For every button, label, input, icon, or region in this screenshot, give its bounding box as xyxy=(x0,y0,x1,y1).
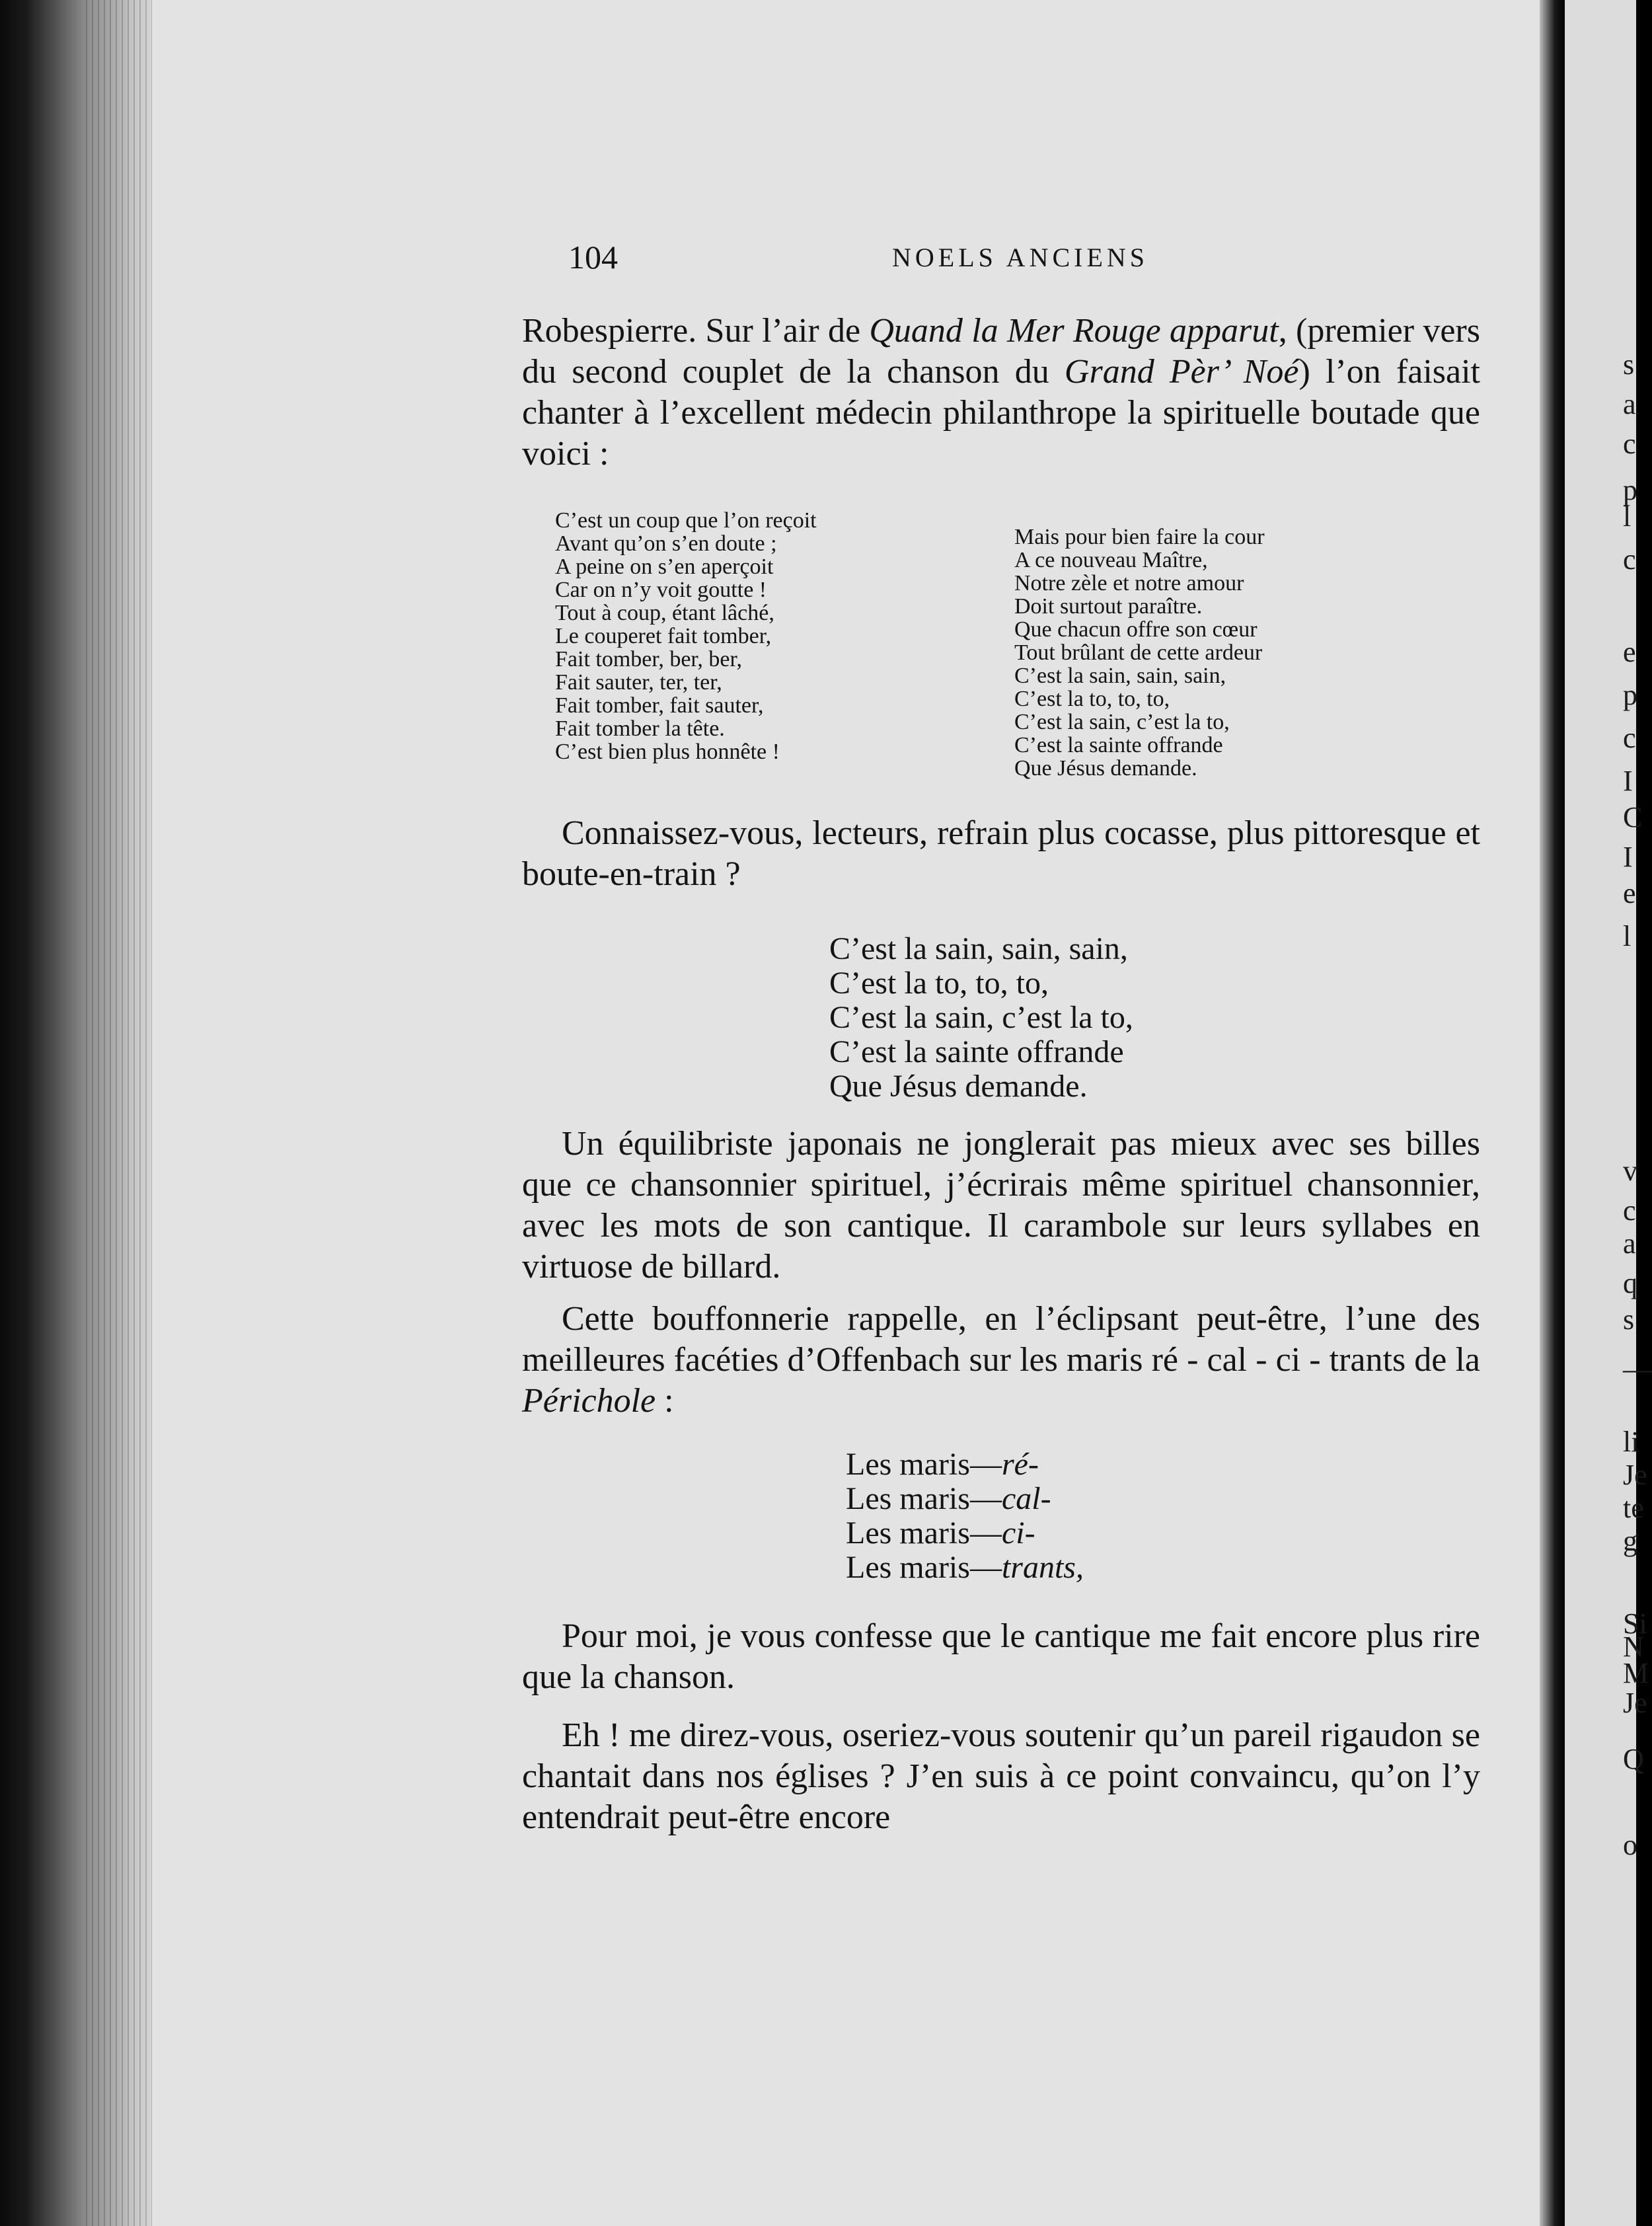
verse-line: Fait sauter, ter, ter, xyxy=(555,670,722,695)
para6-text: Eh ! me direz-vous, oseriez-vous soutenir qu’un pareil rigaudon se chantait dans nos églises ? J’en suis à ce point convaincu, qu’on l’y entendrait peut-être encore xyxy=(522,1716,1480,1836)
edge-letter: o xyxy=(1623,1829,1637,1861)
refrain-line: C’est la sain, c’est la to, xyxy=(829,1000,1133,1035)
edge-letter: N xyxy=(1623,1631,1644,1663)
verse-line: Notre zèle et notre amour xyxy=(1014,571,1244,595)
verse-line: A peine on s’en aperçoit xyxy=(555,555,774,579)
refrain-line: C’est la sainte offrande xyxy=(829,1034,1124,1069)
verse-line: Mais pour bien faire la cour xyxy=(1014,525,1265,549)
refrain-block xyxy=(829,932,1133,1104)
edge-letter: c xyxy=(1623,543,1636,576)
page-edges xyxy=(86,0,152,2226)
maris-syllable: trants, xyxy=(1001,1550,1084,1585)
paragraph-5 xyxy=(522,1616,1480,1716)
edge-letter: l xyxy=(1623,500,1632,533)
verse-line: Tout brûlant de cette ardeur xyxy=(1014,640,1263,665)
verse-line: Fait tomber, fait sauter, xyxy=(555,693,764,718)
running-title: NOELS ANCIENS xyxy=(892,243,1149,272)
edge-letter: e xyxy=(1623,877,1636,909)
edge-letter: Si xyxy=(1623,1607,1647,1640)
refrain-line: Que Jésus demande. xyxy=(829,1069,1088,1104)
para1-song-italic: Grand Pèr’ Noé xyxy=(1064,353,1299,391)
edge-letter: a xyxy=(1623,388,1636,420)
edge-letter: M xyxy=(1623,1657,1649,1689)
para5-text: Pour moi, je vous confesse que le cantique me fait encore plus rire que la chanson. xyxy=(522,1617,1480,1696)
edge-letter: c xyxy=(1623,1194,1636,1227)
verse-line: Avant qu’on s’en doute ; xyxy=(555,531,777,556)
para1-title-italic: Quand la Mer Rouge apparut xyxy=(869,312,1279,350)
verse-line: Fait tomber la tête. xyxy=(555,716,725,741)
para1-text-3: ) l’on faisait chanter à l’excellent médecin philanthrope la spirituelle boutade que voici : xyxy=(522,353,1480,473)
verse-line: C’est bien plus honnête ! xyxy=(555,740,780,764)
para3-text: Un équilibriste japonais ne jonglerait pas mieux avec ses billes que ce chansonnier spirituel, j’écrirais même spirituel chansonnier, avec les mots de son cantique. Il carambole sur leurs syllabes en virtuose de billard. xyxy=(522,1125,1480,1286)
edge-letter: p xyxy=(1623,679,1637,711)
edge-letter: I xyxy=(1623,841,1633,873)
edge-letter: c xyxy=(1623,722,1636,754)
para4-text-1: Cette bouffonnerie rappelle, en l’éclipsant peut-être, l’une des meilleures facéties d’Offenbach sur les maris ré - cal - ci - trants de la xyxy=(522,1300,1480,1379)
edge-letter: c xyxy=(1623,428,1636,460)
maris-line xyxy=(846,1447,1084,1482)
maris-prefix: Les maris— xyxy=(846,1550,1002,1585)
edge-letter: q xyxy=(1623,1267,1637,1299)
maris-line xyxy=(846,1551,1084,1585)
maris-prefix: Les maris— xyxy=(846,1516,1002,1551)
verse-line: C’est un coup que l’on reçoit xyxy=(555,508,817,533)
next-page-edge xyxy=(1565,0,1652,2226)
maris-syllable: ré- xyxy=(1001,1447,1039,1482)
page-header xyxy=(568,238,1480,284)
edge-letter: l xyxy=(1623,920,1632,952)
edge-letter: a xyxy=(1623,1227,1636,1260)
edge-letter: Je xyxy=(1623,1459,1647,1491)
verse-line: C’est la sain, sain, sain, xyxy=(1014,664,1226,688)
verse-line: Que chacun offre son cœur xyxy=(1014,617,1258,642)
maris-syllable: cal- xyxy=(1001,1481,1051,1516)
book-gutter xyxy=(1540,0,1565,2226)
edge-letter: s xyxy=(1623,1303,1635,1336)
song-left-column xyxy=(555,509,817,763)
verse-line: A ce nouveau Maître, xyxy=(1014,548,1208,572)
maris-syllable: ci- xyxy=(1001,1516,1035,1551)
verse-line: Que Jésus demande. xyxy=(1014,756,1197,781)
maris-line xyxy=(846,1482,1084,1516)
paragraph-6 xyxy=(522,1715,1480,1857)
verse-line: Doit surtout paraître. xyxy=(1014,594,1203,619)
maris-prefix: Les maris— xyxy=(846,1447,1002,1482)
edge-letter: s xyxy=(1623,348,1635,381)
paragraph-3 xyxy=(522,1124,1480,1306)
edge-letter: te xyxy=(1623,1492,1644,1524)
verse-line: C’est la sainte offrande xyxy=(1014,733,1223,757)
maris-line xyxy=(846,1516,1084,1551)
refrain-line: C’est la to, to, to, xyxy=(829,966,1049,1001)
edge-letter: C xyxy=(1623,801,1643,833)
verse-line: C’est la to, to, to, xyxy=(1014,687,1170,711)
edge-letter: e xyxy=(1623,636,1636,668)
para1-text-1: Robespierre. Sur l’air de xyxy=(522,312,870,350)
paragraph-4 xyxy=(522,1299,1480,1440)
refrain-line: C’est la sain, sain, sain, xyxy=(829,931,1128,966)
edge-letter: li xyxy=(1623,1426,1639,1458)
para1-text-2: , (premier vers du second couplet de la chanson du xyxy=(522,312,1480,391)
para4-text-2: : xyxy=(656,1382,674,1420)
para2-text: Connaissez-vous, lecteurs, refrain plus cocasse, plus pittoresque et boute-en-train ? xyxy=(522,814,1480,893)
edge-letter: I xyxy=(1623,765,1633,797)
maris-prefix: Les maris— xyxy=(846,1481,1002,1516)
edge-letter: g xyxy=(1623,1525,1637,1557)
verse-line: C’est la sain, c’est la to, xyxy=(1014,710,1230,734)
maris-block xyxy=(846,1447,1084,1585)
page-number: 104 xyxy=(568,239,618,276)
song-right-column xyxy=(1014,525,1265,780)
edge-letter: — xyxy=(1623,1353,1652,1385)
edge-letter: Q xyxy=(1623,1743,1644,1775)
verse-line: Fait tomber, ber, ber, xyxy=(555,647,742,672)
edge-letter: p xyxy=(1623,474,1637,506)
paragraph-2 xyxy=(522,813,1480,913)
verse-line: Tout à coup, étant lâché, xyxy=(555,601,774,625)
paragraph-1 xyxy=(522,311,1480,493)
edge-letter: v xyxy=(1623,1155,1637,1187)
para4-title-italic: Périchole xyxy=(522,1382,656,1420)
verse-line: Le couperet fait tomber, xyxy=(555,624,772,648)
edge-letter: Je xyxy=(1623,1687,1647,1719)
verse-line: Car on n’y voit goutte ! xyxy=(555,578,767,602)
